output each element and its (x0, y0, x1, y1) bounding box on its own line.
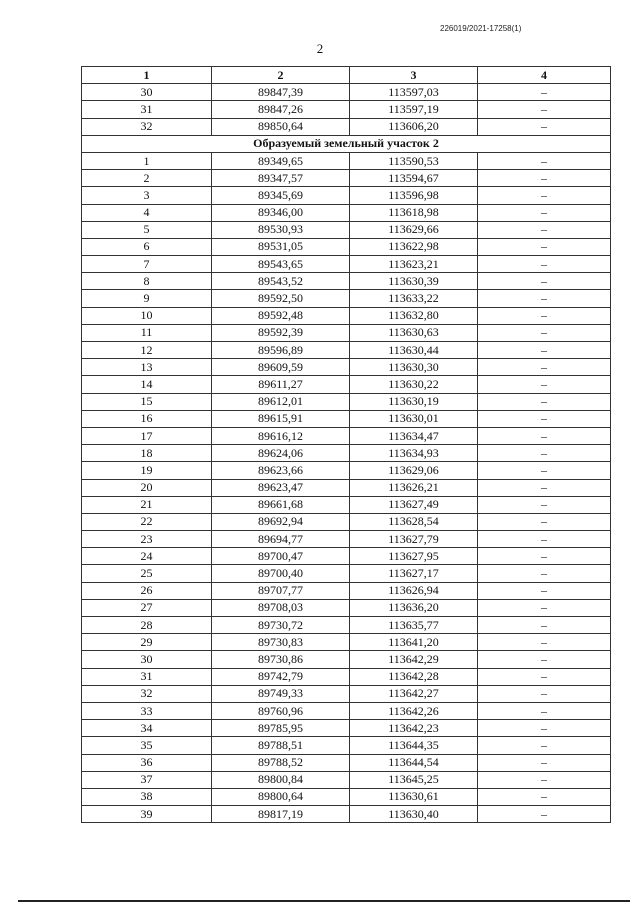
table-row (82, 496, 611, 513)
table-row (82, 599, 611, 616)
table-cell: 18 (82, 445, 212, 462)
table-cell: 89760,96 (212, 702, 350, 719)
table-row (82, 617, 611, 634)
table-cell: – (478, 599, 611, 616)
table-cell: 113634,93 (350, 445, 478, 462)
table-cell: 89847,26 (212, 101, 350, 118)
table-cell: 12 (82, 342, 212, 359)
table-cell: 28 (82, 617, 212, 634)
table-cell: 113590,53 (350, 152, 478, 169)
table-cell: – (478, 565, 611, 582)
table-cell: 13 (82, 359, 212, 376)
table-cell: 113629,06 (350, 462, 478, 479)
table-cell: 113629,66 (350, 221, 478, 238)
table-cell: 113630,01 (350, 410, 478, 427)
table-row (82, 393, 611, 410)
table-row (82, 771, 611, 788)
column-header: 1 (82, 67, 212, 84)
table-cell: 113606,20 (350, 118, 478, 135)
table-cell: 32 (82, 685, 212, 702)
table-row (82, 152, 611, 169)
table-row (82, 427, 611, 444)
table-row (82, 685, 611, 702)
table-cell: 89700,47 (212, 548, 350, 565)
table-row (82, 462, 611, 479)
column-header: 2 (212, 67, 350, 84)
table-cell: 89615,91 (212, 410, 350, 427)
table-cell: – (478, 393, 611, 410)
table-cell: 19 (82, 462, 212, 479)
table-row (82, 342, 611, 359)
table-cell: 113634,47 (350, 427, 478, 444)
table-cell: 20 (82, 479, 212, 496)
table-cell: 113627,49 (350, 496, 478, 513)
table-row (82, 479, 611, 496)
table-cell: – (478, 290, 611, 307)
table-body-plot-2 (82, 152, 611, 822)
table-row (82, 531, 611, 548)
table-cell: 30 (82, 84, 212, 101)
table-cell: 113627,17 (350, 565, 478, 582)
table-cell: 89623,66 (212, 462, 350, 479)
table-row (82, 238, 611, 255)
table-row (82, 187, 611, 204)
table-row (82, 118, 611, 135)
table-cell: 89847,39 (212, 84, 350, 101)
table-cell: 89349,65 (212, 152, 350, 169)
table-cell: 89730,86 (212, 651, 350, 668)
table-row (82, 290, 611, 307)
table-row (82, 702, 611, 719)
table-cell: 89345,69 (212, 187, 350, 204)
table-cell: 89730,72 (212, 617, 350, 634)
section-row-group (82, 135, 611, 152)
table-cell: 89800,84 (212, 771, 350, 788)
table-cell: 89707,77 (212, 582, 350, 599)
table-cell: 10 (82, 307, 212, 324)
table-cell: 89730,83 (212, 634, 350, 651)
table-cell: – (478, 548, 611, 565)
table-cell: – (478, 324, 611, 341)
table-cell: 113630,44 (350, 342, 478, 359)
table-cell: 113642,26 (350, 702, 478, 719)
document-id: 226019/2021-17258(1) (440, 24, 522, 33)
column-header: 3 (350, 67, 478, 84)
table-cell: 113630,22 (350, 376, 478, 393)
table-cell: – (478, 531, 611, 548)
table-row (82, 324, 611, 341)
table-row (82, 737, 611, 754)
table-cell: 89530,93 (212, 221, 350, 238)
table-cell: 89616,12 (212, 427, 350, 444)
table-cell: 113594,67 (350, 170, 478, 187)
table-row (82, 84, 611, 101)
table-cell: 24 (82, 548, 212, 565)
table-row (82, 101, 611, 118)
table-cell: – (478, 702, 611, 719)
table-cell: – (478, 479, 611, 496)
table-cell: 89694,77 (212, 531, 350, 548)
table-cell: 35 (82, 737, 212, 754)
table-cell: 33 (82, 702, 212, 719)
table-row (82, 754, 611, 771)
table-cell: – (478, 118, 611, 135)
table-cell: – (478, 170, 611, 187)
table-row (82, 548, 611, 565)
table-cell: – (478, 634, 611, 651)
table-cell: 39 (82, 806, 212, 823)
table-cell: – (478, 737, 611, 754)
table-row (82, 806, 611, 823)
table-cell: 17 (82, 427, 212, 444)
table-cell: – (478, 307, 611, 324)
table-cell: 89592,50 (212, 290, 350, 307)
table-cell: – (478, 754, 611, 771)
section-title: Образуемый земельный участок 2 (82, 135, 611, 152)
table-cell: 89592,48 (212, 307, 350, 324)
table-cell: – (478, 651, 611, 668)
table-cell: – (478, 238, 611, 255)
table-cell: 113596,98 (350, 187, 478, 204)
table-cell: – (478, 376, 611, 393)
table-cell: 89700,40 (212, 565, 350, 582)
table-cell: 113633,22 (350, 290, 478, 307)
table-cell: 16 (82, 410, 212, 427)
column-header: 4 (478, 67, 611, 84)
table-cell: 89543,65 (212, 256, 350, 273)
table-cell: – (478, 359, 611, 376)
table-cell: 5 (82, 221, 212, 238)
table-row (82, 204, 611, 221)
table-cell: – (478, 256, 611, 273)
table-cell: – (478, 582, 611, 599)
table-cell: 113630,19 (350, 393, 478, 410)
table-cell: 89692,94 (212, 513, 350, 530)
table-cell: 113645,25 (350, 771, 478, 788)
table-cell: 89661,68 (212, 496, 350, 513)
table-cell: 26 (82, 582, 212, 599)
table-cell: 37 (82, 771, 212, 788)
table-cell: 89749,33 (212, 685, 350, 702)
table-cell: – (478, 685, 611, 702)
table-cell: 89800,64 (212, 788, 350, 805)
table-cell: 14 (82, 376, 212, 393)
table-cell: – (478, 427, 611, 444)
table-cell: 32 (82, 118, 212, 135)
table-cell: 113642,23 (350, 720, 478, 737)
table-cell: 89592,39 (212, 324, 350, 341)
table-cell: – (478, 187, 611, 204)
table-cell: 30 (82, 651, 212, 668)
table-cell: 113630,39 (350, 273, 478, 290)
table-cell: 1 (82, 152, 212, 169)
table-row (82, 307, 611, 324)
table-cell: 113635,77 (350, 617, 478, 634)
table-cell: 113636,20 (350, 599, 478, 616)
table-row (82, 170, 611, 187)
table-cell: – (478, 152, 611, 169)
table-cell: 89543,52 (212, 273, 350, 290)
table-cell: 89785,95 (212, 720, 350, 737)
table-cell: – (478, 84, 611, 101)
table-row (82, 634, 611, 651)
table-cell: 89623,47 (212, 479, 350, 496)
table-cell: 23 (82, 531, 212, 548)
table-cell: 113618,98 (350, 204, 478, 221)
table-cell: – (478, 668, 611, 685)
table-row (82, 445, 611, 462)
table-cell: 113642,29 (350, 651, 478, 668)
table-header-row (82, 67, 611, 84)
table-cell: 8 (82, 273, 212, 290)
table-cell: – (478, 720, 611, 737)
table-cell: 89347,57 (212, 170, 350, 187)
table-cell: 89742,79 (212, 668, 350, 685)
table-cell: – (478, 445, 611, 462)
table-cell: 27 (82, 599, 212, 616)
page-number: 2 (316, 41, 324, 56)
table-row (82, 668, 611, 685)
table-row (82, 651, 611, 668)
table-cell: – (478, 771, 611, 788)
table-cell: – (478, 410, 611, 427)
table-cell: 21 (82, 496, 212, 513)
table-cell: 113597,19 (350, 101, 478, 118)
table-cell: 89624,06 (212, 445, 350, 462)
table-row (82, 359, 611, 376)
table-cell: 89612,01 (212, 393, 350, 410)
table-cell: 113630,63 (350, 324, 478, 341)
table-cell: 89708,03 (212, 599, 350, 616)
table-cell: 15 (82, 393, 212, 410)
table-cell: 9 (82, 290, 212, 307)
table-cell: – (478, 617, 611, 634)
table-cell: 3 (82, 187, 212, 204)
table-row (82, 720, 611, 737)
table-cell: 113641,20 (350, 634, 478, 651)
table-row (82, 565, 611, 582)
table-cell: 25 (82, 565, 212, 582)
table-cell: – (478, 788, 611, 805)
table-cell: 113632,80 (350, 307, 478, 324)
table-cell: 7 (82, 256, 212, 273)
table-cell: 113597,03 (350, 84, 478, 101)
table-cell: 31 (82, 101, 212, 118)
table-cell: 113630,30 (350, 359, 478, 376)
table-cell: 89817,19 (212, 806, 350, 823)
table-cell: – (478, 221, 611, 238)
table-row (82, 376, 611, 393)
table-cell: 36 (82, 754, 212, 771)
table-cell: 34 (82, 720, 212, 737)
bottom-rule (18, 900, 630, 902)
table-cell: 113644,35 (350, 737, 478, 754)
table-cell: 113623,21 (350, 256, 478, 273)
table-body-plot-1-tail (82, 84, 611, 136)
table-cell: 89788,52 (212, 754, 350, 771)
table-cell: 89788,51 (212, 737, 350, 754)
table-cell: 31 (82, 668, 212, 685)
table-cell: – (478, 342, 611, 359)
table-cell: – (478, 462, 611, 479)
table-cell: 113622,98 (350, 238, 478, 255)
table-row (82, 256, 611, 273)
table-cell: 89850,64 (212, 118, 350, 135)
table-cell: 89611,27 (212, 376, 350, 393)
table-cell: – (478, 273, 611, 290)
table-cell: 11 (82, 324, 212, 341)
table-cell: 113642,28 (350, 668, 478, 685)
table-cell: 113630,40 (350, 806, 478, 823)
table-cell: – (478, 496, 611, 513)
table-cell: 2 (82, 170, 212, 187)
table-row (82, 513, 611, 530)
table-cell: 113627,79 (350, 531, 478, 548)
table-cell: 38 (82, 788, 212, 805)
table-cell: – (478, 806, 611, 823)
table-cell: 113626,94 (350, 582, 478, 599)
table-cell: – (478, 204, 611, 221)
coordinates-table (81, 66, 611, 823)
table-cell: 113628,54 (350, 513, 478, 530)
table-cell: 113642,27 (350, 685, 478, 702)
table-row (82, 410, 611, 427)
section-row (82, 135, 611, 152)
table-cell: 29 (82, 634, 212, 651)
table-row (82, 221, 611, 238)
table-cell: 113630,61 (350, 788, 478, 805)
table-cell: 22 (82, 513, 212, 530)
table-cell: 89609,59 (212, 359, 350, 376)
table-cell: 4 (82, 204, 212, 221)
table-cell: – (478, 513, 611, 530)
table-row (82, 273, 611, 290)
table-cell: 89531,05 (212, 238, 350, 255)
table-cell: – (478, 101, 611, 118)
table-cell: 6 (82, 238, 212, 255)
table-cell: 89346,00 (212, 204, 350, 221)
table-cell: 113626,21 (350, 479, 478, 496)
table-cell: 89596,89 (212, 342, 350, 359)
table-cell: 113627,95 (350, 548, 478, 565)
table-row (82, 788, 611, 805)
table-cell: 113644,54 (350, 754, 478, 771)
table-row (82, 582, 611, 599)
